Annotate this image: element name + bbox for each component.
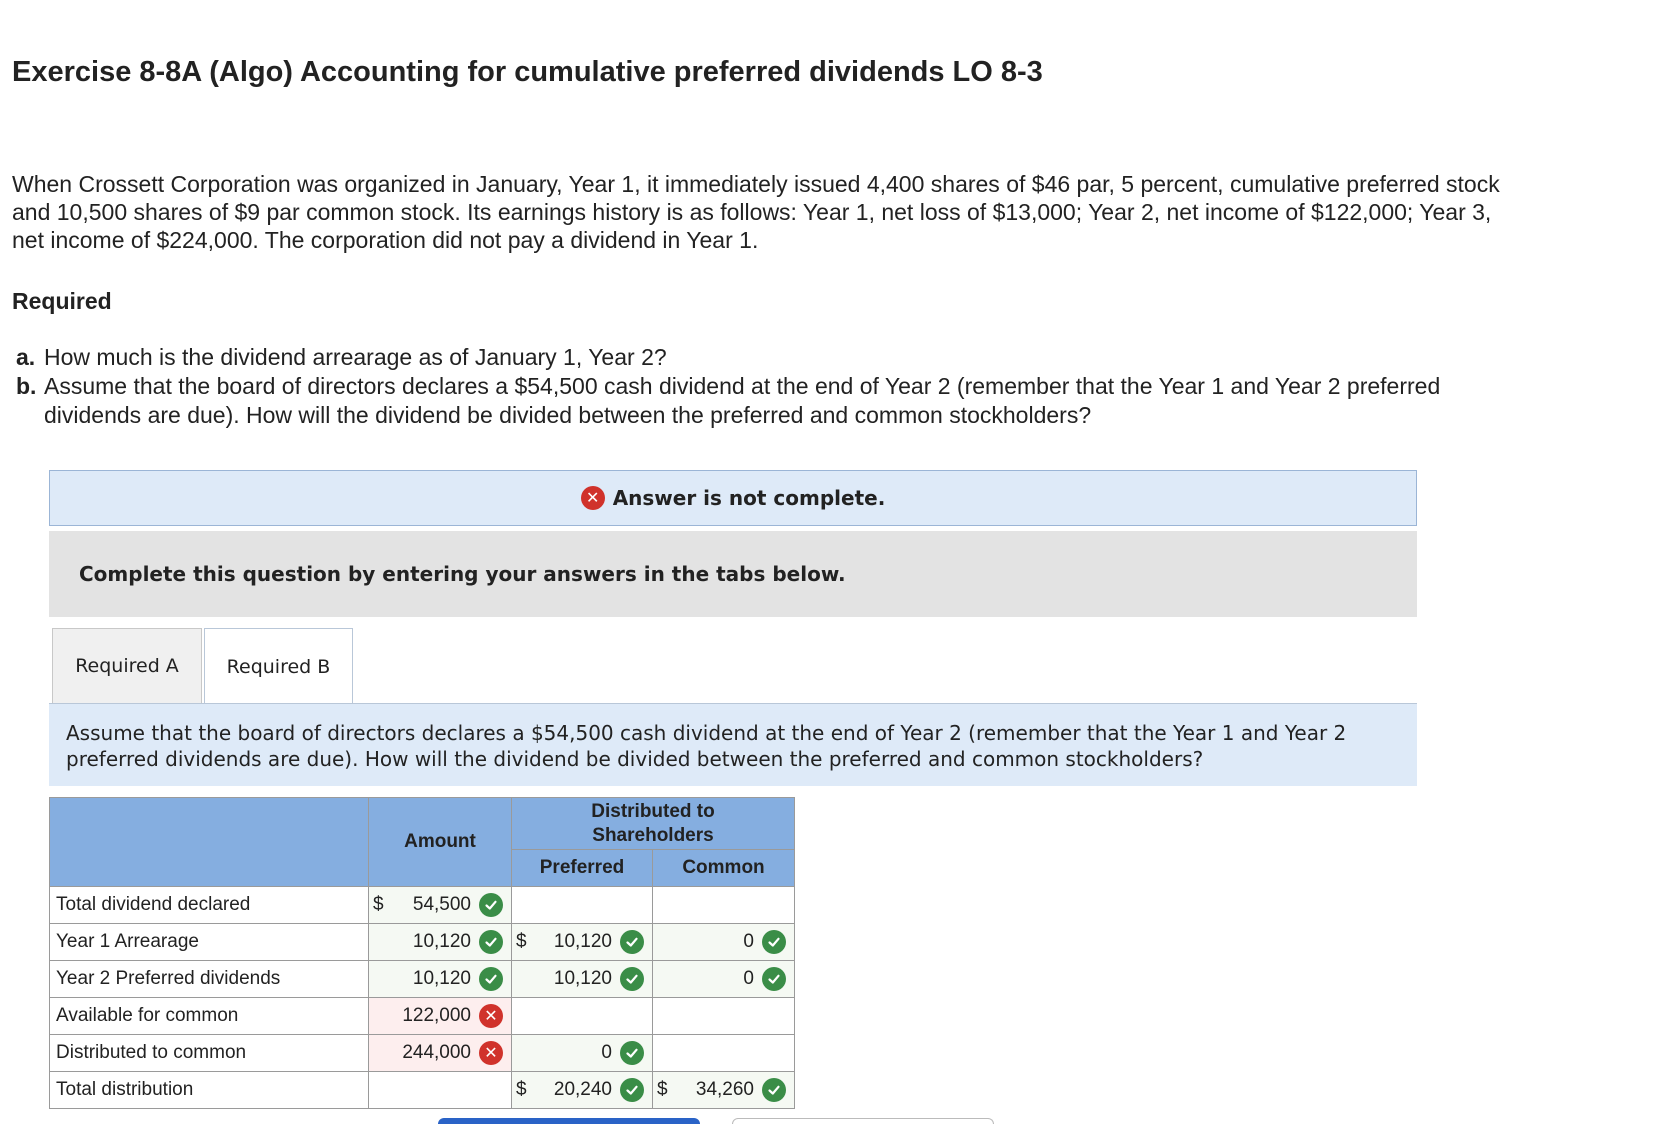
empty-cell — [653, 887, 795, 924]
problem-statement: When Crossett Corporation was organized in January, Year 1, it immediately issued 4,400 shares of $46 par, 5 percent, cumulative preferred stock and 10,500 shares of $9 par common stock. Its earnings history is as follows: Year 1, net loss of $13,000; Year 2, net income of $122,000; Year 3, net income of $224,000. The corporation did not pay a dividend in Year 1. — [12, 171, 1500, 253]
header-blank — [50, 798, 369, 887]
row-label: Distributed to common — [50, 1035, 369, 1072]
cell-value: 0 — [601, 1042, 612, 1063]
correct-icon — [620, 1078, 644, 1102]
amount-input[interactable] — [369, 998, 512, 1035]
requirements-list — [16, 343, 1516, 430]
preferred-input[interactable] — [512, 1072, 653, 1109]
question-text: Assume that the board of directors declares a $54,500 cash dividend at the end of Year 2 (remember that the Year 1 and Year 2 preferred dividends are due). How will the dividend be divided between the preferred and common stockholders? — [66, 721, 1347, 771]
common-input[interactable] — [653, 924, 795, 961]
preferred-input[interactable] — [512, 961, 653, 998]
incorrect-icon: ✕ — [479, 1004, 503, 1028]
correct-icon — [620, 930, 644, 954]
header-preferred: Preferred — [512, 850, 653, 887]
header-amount: Amount — [369, 798, 512, 887]
common-input[interactable] — [653, 1072, 795, 1109]
requirement-text: Assume that the board of directors declares a $54,500 cash dividend at the end of Year 2 (remember that the Year 1 and Year 2 preferred dividends are due). How will the dividend be divided between the preferred and common stockholders? — [44, 373, 1441, 428]
common-input[interactable] — [653, 961, 795, 998]
prev-button-stub[interactable] — [438, 1118, 700, 1124]
row-label: Total distribution — [50, 1072, 369, 1109]
cell-value: 0 — [743, 931, 754, 952]
correct-icon — [479, 930, 503, 954]
preferred-input[interactable] — [512, 924, 653, 961]
question-panel — [49, 704, 1417, 786]
exercise-title: Exercise 8-8A (Algo) Accounting for cumulative preferred dividends LO 8-3 — [12, 56, 1043, 88]
row-label: Year 1 Arrearage — [50, 924, 369, 961]
requirement-letter: a. — [16, 344, 36, 370]
correct-icon — [620, 1041, 644, 1065]
row-label: Available for common — [50, 998, 369, 1035]
table-row — [50, 887, 795, 924]
row-label: Total dividend declared — [50, 887, 369, 924]
table-row — [50, 1072, 795, 1109]
empty-cell — [512, 887, 653, 924]
cell-value: 244,000 — [402, 1042, 471, 1063]
requirement-text: How much is the dividend arrearage as of January 1, Year 2? — [44, 344, 667, 370]
empty-cell — [369, 1072, 512, 1109]
empty-cell — [653, 1035, 795, 1072]
answer-status-banner — [49, 470, 1417, 526]
instruction-text: Complete this question by entering your answers in the tabs below. — [79, 562, 846, 586]
cell-value: 10,120 — [553, 931, 612, 952]
cell-value: 10,120 — [412, 968, 471, 989]
empty-cell — [512, 998, 653, 1035]
correct-icon — [762, 1078, 786, 1102]
tab-required-a[interactable]: Required A — [52, 628, 202, 704]
table-row — [50, 1035, 795, 1072]
cell-value: 122,000 — [402, 1005, 471, 1026]
table-row — [50, 924, 795, 961]
table-row — [50, 998, 795, 1035]
amount-input[interactable] — [369, 887, 512, 924]
row-label: Year 2 Preferred dividends — [50, 961, 369, 998]
requirement-b — [16, 372, 1516, 430]
tab-required-b[interactable]: Required B — [204, 628, 353, 705]
preferred-input[interactable] — [512, 1035, 653, 1072]
requirement-a — [16, 343, 1516, 372]
header-common: Common — [653, 850, 795, 887]
table-row — [50, 961, 795, 998]
cell-value: 10,120 — [412, 931, 471, 952]
header-distributed-text: Distributed to Shareholders — [591, 800, 715, 846]
instruction-bar — [49, 531, 1417, 617]
cell-value: 54,500 — [412, 894, 471, 915]
correct-icon — [479, 893, 503, 917]
dividend-table — [49, 797, 795, 1109]
cell-value: 20,240 — [553, 1079, 612, 1100]
cell-value: 0 — [743, 968, 754, 989]
correct-icon — [479, 967, 503, 991]
correct-icon — [762, 967, 786, 991]
amount-input[interactable] — [369, 1035, 512, 1072]
empty-cell — [653, 998, 795, 1035]
required-heading: Required — [12, 288, 112, 314]
x-circle-icon: ✕ — [581, 486, 605, 510]
cell-value: 10,120 — [553, 968, 612, 989]
table-body — [50, 887, 795, 1109]
amount-input[interactable] — [369, 961, 512, 998]
requirement-letter: b. — [16, 373, 37, 399]
incorrect-icon: ✕ — [479, 1041, 503, 1065]
next-button-stub[interactable] — [732, 1118, 994, 1124]
answer-status-text: Answer is not complete. — [612, 486, 886, 510]
currency-symbol: $ — [373, 894, 384, 915]
amount-input[interactable] — [369, 924, 512, 961]
header-distributed — [512, 798, 795, 850]
cell-value: 34,260 — [695, 1079, 754, 1100]
tab-bar — [52, 628, 353, 704]
correct-icon — [762, 930, 786, 954]
correct-icon — [620, 967, 644, 991]
currency-symbol: $ — [657, 1079, 668, 1100]
currency-symbol: $ — [516, 931, 527, 952]
currency-symbol: $ — [516, 1079, 527, 1100]
